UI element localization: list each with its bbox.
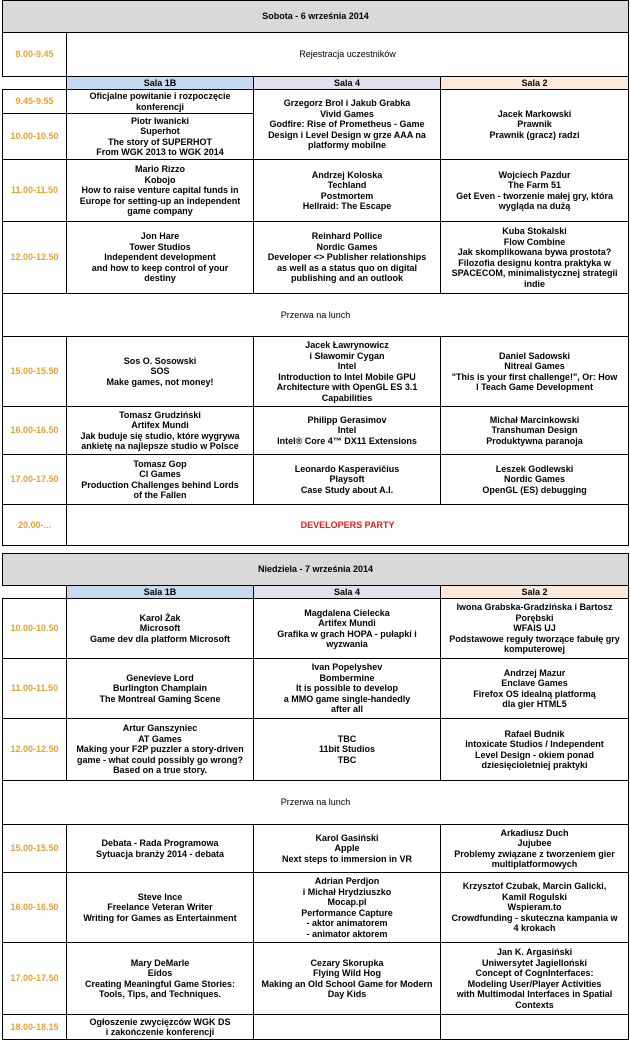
session-cell bbox=[254, 337, 441, 407]
session-line: ankietę na najlepsze studio w Polsce bbox=[81, 441, 239, 451]
session-line: Ogłoszenie zwycięzców WGK DS bbox=[89, 1016, 231, 1027]
session-line: Tools, Tips, and Techniques. bbox=[98, 989, 221, 999]
session-line: after all bbox=[330, 704, 363, 715]
session-line: Grafika w grach HOPA - pułapki i bbox=[277, 628, 417, 639]
time-slot: 18.00-18.15 bbox=[3, 1015, 67, 1040]
session-cell bbox=[67, 90, 254, 114]
session-line: Filozofia designu kontra praktyka w bbox=[458, 257, 611, 268]
session-line: Making your F2P puzzler a story-driven bbox=[76, 744, 244, 755]
session-cell bbox=[254, 90, 441, 160]
break-row bbox=[3, 294, 629, 337]
session-line: Vivid Games bbox=[320, 108, 374, 119]
session-cell bbox=[441, 90, 629, 160]
session-line: Contexts bbox=[515, 999, 554, 1010]
time-slot: 17.00-17.50 bbox=[3, 455, 67, 505]
session-line: Make games, not money! bbox=[106, 376, 214, 387]
session-cell bbox=[67, 719, 254, 781]
session-line: Jak buduje się studio, które wygrywa bbox=[80, 430, 240, 441]
session-cell bbox=[254, 943, 441, 1015]
session-line: Capabilities bbox=[321, 392, 373, 403]
session-line: Enclave Games bbox=[501, 678, 568, 688]
session-line: wygląda na dużą bbox=[498, 201, 571, 211]
session-line: - aktor animatorem bbox=[306, 918, 388, 928]
session-line: Kamil Rogulski bbox=[502, 891, 568, 902]
session-line: Tower Studios bbox=[129, 241, 191, 252]
session-cell bbox=[254, 825, 441, 873]
session-cell bbox=[254, 407, 441, 455]
session-line: wyzwania bbox=[326, 639, 368, 649]
session-cell bbox=[254, 659, 441, 719]
session-line: Porębski bbox=[515, 612, 554, 623]
session-cell bbox=[67, 455, 254, 505]
time-slot: 12.00-12.50 bbox=[3, 222, 67, 294]
session-line: game company bbox=[127, 206, 193, 217]
session-line: with Multimodal Interfaces in Spatial bbox=[456, 989, 613, 999]
session-line: multiplatformowych bbox=[491, 859, 578, 869]
session-line: Kobojo bbox=[144, 174, 176, 185]
session-line: Sytuacja branży 2014 - debata bbox=[95, 848, 225, 859]
schedule-row bbox=[3, 1015, 629, 1040]
session-line: Leonardo Kasperavičius bbox=[294, 463, 400, 474]
session-line: Debata - Rada Programowa bbox=[101, 838, 219, 848]
time-slot: 17.00-17.50 bbox=[3, 943, 67, 1015]
time-slot: 8.00-9.45 bbox=[3, 33, 67, 77]
session-line: Uniwersytet Jagielloński bbox=[482, 957, 588, 968]
session-line: Design i Level Design w grze AAA na bbox=[268, 129, 426, 140]
session-line: Level Design - okiem ponad bbox=[475, 749, 595, 760]
session-cell bbox=[254, 222, 441, 294]
session-line: a MMO game single-handedly bbox=[283, 693, 411, 704]
schedule-row bbox=[3, 873, 629, 943]
session-line: Prawnik bbox=[517, 119, 552, 130]
session-line: Nordic Games bbox=[316, 241, 378, 252]
session-cell bbox=[67, 659, 254, 719]
session-line: Wspieram.to bbox=[507, 902, 562, 913]
session-line: Apple bbox=[334, 843, 360, 854]
session-line: Nitreal Games bbox=[504, 361, 565, 371]
session-line: dla gier HTML5 bbox=[502, 699, 567, 709]
session-line: Mary DeMarle bbox=[130, 957, 190, 968]
session-line: Andrzej Mazur bbox=[503, 667, 566, 678]
session-line: indie bbox=[524, 278, 546, 289]
session-cell bbox=[441, 659, 629, 719]
session-cell bbox=[254, 455, 441, 505]
session-line: 4 krokach bbox=[513, 923, 556, 934]
session-cell bbox=[67, 407, 254, 455]
session-line: Karol Gasiński bbox=[315, 832, 379, 843]
session-line: Grzegorz Brol i Jakub Grabka bbox=[283, 98, 411, 109]
time-slot: 15.00-15.50 bbox=[3, 825, 67, 873]
day-header-row bbox=[3, 1, 629, 33]
session-line: Jan K. Argasiński bbox=[496, 947, 573, 957]
room-label-sala-2: Sala 2 bbox=[441, 77, 629, 90]
session-line: Bombermine bbox=[319, 672, 375, 683]
session-line: Andrzej Koloska bbox=[311, 169, 383, 180]
session-cell bbox=[67, 943, 254, 1015]
session-line: Intoxicate Studios / Independent bbox=[465, 739, 604, 749]
session-cell bbox=[254, 160, 441, 222]
schedule-row bbox=[3, 599, 629, 659]
session-line: Reinhard Pollice bbox=[311, 231, 383, 242]
session-line: Concept of CognInterfaces: bbox=[475, 968, 594, 978]
schedule-row bbox=[3, 160, 629, 222]
session-line: Flow Combine bbox=[503, 236, 566, 247]
schedule-row bbox=[3, 455, 629, 505]
session-line: CI Games bbox=[139, 469, 181, 479]
session-cell bbox=[441, 160, 629, 222]
schedule-row bbox=[3, 505, 629, 546]
day-title: Niedziela - 7 września 2014 bbox=[3, 554, 629, 586]
room-header-row bbox=[3, 77, 629, 90]
session-line: i Sławomir Cygan bbox=[309, 350, 385, 361]
session-line: Oficjalne powitanie i rozpoczęcie bbox=[89, 91, 231, 101]
time-slot: 15.00-15.50 bbox=[3, 337, 67, 407]
session-line: Magdalena Cielecka bbox=[304, 607, 390, 618]
session-cell bbox=[67, 599, 254, 659]
session-line: Arkadiusz Duch bbox=[500, 827, 569, 838]
room-label-sala-1b: Sala 1B bbox=[67, 77, 254, 90]
session-line: WFAIS UJ bbox=[513, 623, 556, 634]
session-cell bbox=[441, 407, 629, 455]
session-line: Krzysztof Czubak, Marcin Galicki, bbox=[462, 881, 607, 892]
session-line: komputerowej bbox=[504, 644, 566, 655]
session-line: Godfire: Rise of Prometheus - Game bbox=[269, 119, 425, 130]
session-line: How to raise venture capital funds in bbox=[81, 185, 239, 196]
session-line: Day Kids bbox=[327, 989, 367, 999]
session-line: Next steps to immersion in VR bbox=[281, 853, 413, 864]
break-row bbox=[3, 781, 629, 825]
time-slot: 10.00-10.50 bbox=[3, 114, 67, 160]
session-line: Jacek Ławrynowicz bbox=[305, 340, 389, 350]
session-line: TBC bbox=[337, 754, 357, 765]
session-cell bbox=[254, 873, 441, 943]
session-cell-empty bbox=[441, 1015, 629, 1040]
session-line: Production Challenges behind Lords bbox=[81, 479, 239, 490]
session-line: SPACECOM, minimalistycznej strategii bbox=[451, 268, 618, 278]
session-line: Mario Rizzo bbox=[134, 164, 185, 175]
session-line: Performance Capture bbox=[301, 907, 393, 918]
room-label-sala-1b: Sala 1B bbox=[67, 586, 254, 599]
session-cell bbox=[67, 160, 254, 222]
session-line: publishing and an outlook bbox=[291, 273, 403, 284]
time-slot: 20.00-... bbox=[3, 505, 67, 546]
session-line: Intel® Core 4™ DX11 Extensions bbox=[277, 435, 417, 446]
schedule-row bbox=[3, 33, 629, 77]
session-line: From WGK 2013 to WGK 2014 bbox=[96, 147, 224, 157]
session-line: Steve Ince bbox=[137, 891, 183, 902]
session-line: Sos O. Sosowski bbox=[123, 355, 197, 366]
schedule-row bbox=[3, 825, 629, 873]
session-line: Flying Wild Hog bbox=[313, 968, 381, 978]
session-line: TBC bbox=[337, 733, 357, 744]
session-cell bbox=[441, 455, 629, 505]
session-cell bbox=[441, 337, 629, 407]
session-line: Making an Old School Game for Modern bbox=[261, 978, 433, 989]
session-line: Modeling User/Player Activities bbox=[467, 978, 602, 989]
session-line: Hellraid: The Escape bbox=[302, 201, 392, 211]
session-line: i Michał Hrydziuszko bbox=[302, 886, 392, 897]
session-line: Rafael Budnik bbox=[504, 728, 565, 739]
room-label-sala-2: Sala 2 bbox=[441, 586, 629, 599]
lunch-break: Przerwa na lunch bbox=[3, 781, 629, 825]
session-line: konferencji bbox=[135, 101, 184, 112]
session-line: Jujubee bbox=[517, 838, 552, 848]
session-line: game - what could possibly go wrong? bbox=[76, 754, 243, 765]
time-slot: 10.00-10.50 bbox=[3, 599, 67, 659]
session-line: Leszek Godlewski bbox=[495, 463, 574, 474]
schedule-row bbox=[3, 719, 629, 781]
session-cell bbox=[441, 943, 629, 1015]
session-line: Cezary Skorupka bbox=[310, 957, 384, 968]
schedule-row bbox=[3, 222, 629, 294]
session-line: Game dev dla platform Microsoft bbox=[89, 633, 231, 644]
session-line: Developer <> Publisher relationships bbox=[267, 252, 427, 263]
session-cell bbox=[441, 873, 629, 943]
session-cell bbox=[441, 825, 629, 873]
session-line: Europe for setting-up an independent bbox=[79, 195, 241, 206]
session-line: Michał Marcinkowski bbox=[489, 414, 580, 425]
session-line: Podstawowe reguły tworzące fabułę gry bbox=[449, 633, 620, 644]
session-line: Genevieve Lord bbox=[126, 672, 194, 683]
session-line: Jak skomplikowana bywa prostota? bbox=[457, 247, 612, 257]
session-line: Iwona Grabska-Gradzińska i Bartosz bbox=[456, 602, 613, 613]
session-line: Problemy związane z tworzeniem gier bbox=[454, 848, 615, 859]
session-line: Ivan Popelyshev bbox=[311, 662, 383, 673]
session-cell-empty bbox=[254, 1015, 441, 1040]
session-line: Artifex Mundi bbox=[131, 420, 189, 430]
time-slot: 11.00-11.50 bbox=[3, 160, 67, 222]
session-line: Piotr Iwanicki bbox=[130, 115, 190, 126]
time-slot: 11.00-11.50 bbox=[3, 659, 67, 719]
session-cell bbox=[441, 719, 629, 781]
session-line: 11bit Studios bbox=[318, 744, 375, 755]
session-line: AT Games bbox=[138, 733, 182, 744]
session-cell bbox=[67, 1015, 254, 1040]
session-line: Case Study about A.I. bbox=[300, 484, 394, 495]
session-line: Eidos bbox=[147, 968, 173, 978]
schedule-row bbox=[3, 943, 629, 1015]
session-line: Daniel Sadowski bbox=[499, 350, 571, 361]
session-line: and how to keep control of your bbox=[91, 262, 229, 273]
session-line: Burlington Champlain bbox=[113, 683, 207, 694]
session-cell bbox=[67, 873, 254, 943]
session-line: destiny bbox=[144, 273, 176, 284]
session-cell bbox=[67, 337, 254, 407]
session-line: Artifex Mundi bbox=[318, 618, 376, 628]
session-line: dziesięcioletniej praktyki bbox=[481, 760, 588, 770]
session-line: Philipp Gerasimov bbox=[307, 414, 387, 425]
room-label-sala-4: Sala 4 bbox=[254, 77, 441, 90]
schedule-table bbox=[2, 0, 629, 1040]
session-line: Prawnik (gracz) radzi bbox=[489, 129, 580, 140]
time-slot: 12.00-12.50 bbox=[3, 719, 67, 781]
time-slot: 9.45-9.55 bbox=[3, 90, 67, 114]
session-line: - animator aktorem bbox=[306, 928, 388, 939]
time-slot: 16.00-16.50 bbox=[3, 407, 67, 455]
session-line: Introduction to Intel Mobile GPU bbox=[278, 371, 416, 382]
session-line: Playsoft bbox=[329, 474, 365, 485]
session-cell bbox=[67, 825, 254, 873]
session-line: Adrian Perdjon bbox=[314, 876, 380, 886]
session-line: Tomasz Grudziński bbox=[119, 409, 201, 420]
lunch-break: Przerwa na lunch bbox=[3, 294, 629, 337]
session-line: Postmortem bbox=[320, 190, 374, 201]
session-line: Jacek Markowski bbox=[497, 108, 572, 119]
session-line: Based on a true story. bbox=[113, 765, 207, 776]
session-line: Architecture with OpenGL ES 3.1 bbox=[276, 382, 418, 392]
session-line: Creating Meaningful Game Stories: bbox=[84, 978, 236, 989]
session-line: as well as a status quo on digital bbox=[276, 262, 418, 273]
registration-cell: Rejestracja uczestników bbox=[67, 33, 629, 77]
session-line: Produktywna paranoja bbox=[486, 435, 583, 446]
developers-party: DEVELOPERS PARTY bbox=[67, 505, 629, 546]
day-gap bbox=[3, 546, 629, 554]
session-line: Karol Żak bbox=[139, 612, 181, 623]
session-line: Microsoft bbox=[139, 623, 181, 634]
session-line: platformy mobilne bbox=[307, 140, 386, 151]
session-cell bbox=[441, 599, 629, 659]
session-line: Transhuman Design bbox=[491, 425, 578, 436]
session-line: Crowdfunding - skuteczna kampania w bbox=[451, 912, 618, 923]
session-line: The Montreal Gaming Scene bbox=[99, 693, 221, 704]
schedule-row bbox=[3, 659, 629, 719]
session-line: Artur Ganszyniec bbox=[122, 723, 198, 734]
session-line: OpenGL (ES) debugging bbox=[482, 484, 587, 495]
session-line: Tomasz Gop bbox=[133, 458, 187, 469]
session-line: i zakończenie konferencji bbox=[105, 1027, 215, 1037]
day-title: Sobota - 6 września 2014 bbox=[3, 1, 629, 33]
session-line: Mocap.pl bbox=[327, 897, 367, 907]
session-cell bbox=[67, 114, 254, 160]
session-line: Intel bbox=[337, 361, 357, 371]
schedule-row bbox=[3, 407, 629, 455]
session-cell bbox=[254, 719, 441, 781]
session-line: Nordic Games bbox=[504, 474, 566, 485]
session-cell bbox=[254, 599, 441, 659]
session-line: The Farm 51 bbox=[508, 180, 562, 190]
session-line: SOS bbox=[150, 366, 170, 377]
session-line: The story of SUPERHOT bbox=[107, 136, 212, 147]
session-line: I Teach Game Development bbox=[476, 382, 593, 392]
time-slot: 16.00-16.50 bbox=[3, 873, 67, 943]
session-cell bbox=[67, 222, 254, 294]
session-line: Writing for Games as Entertainment bbox=[83, 912, 237, 923]
session-line: Jon Hare bbox=[140, 231, 180, 242]
session-line: Intel bbox=[337, 425, 357, 436]
session-line: Kuba Stokalski bbox=[502, 226, 567, 236]
day-header-row bbox=[3, 554, 629, 586]
session-line: Superhot bbox=[140, 126, 180, 136]
session-line: Firefox OS idealną platformą bbox=[473, 688, 596, 699]
session-line: It is possible to develop bbox=[295, 683, 399, 694]
session-line: Wojciech Pazdur bbox=[498, 169, 571, 180]
session-line: Freelance Veteran Writer bbox=[107, 902, 213, 913]
schedule-row bbox=[3, 337, 629, 407]
room-header-row bbox=[3, 586, 629, 599]
session-line: "This is your first challenge!", Or: How bbox=[451, 371, 618, 382]
session-line: of the Fallen bbox=[133, 490, 187, 500]
session-line: Get Even - tworzenie małej gry, która bbox=[456, 190, 613, 201]
room-label-sala-4: Sala 4 bbox=[254, 586, 441, 599]
session-line: Techland bbox=[327, 180, 367, 190]
session-line: Independent development bbox=[104, 252, 216, 263]
session-cell bbox=[441, 222, 629, 294]
schedule-row bbox=[3, 90, 629, 114]
